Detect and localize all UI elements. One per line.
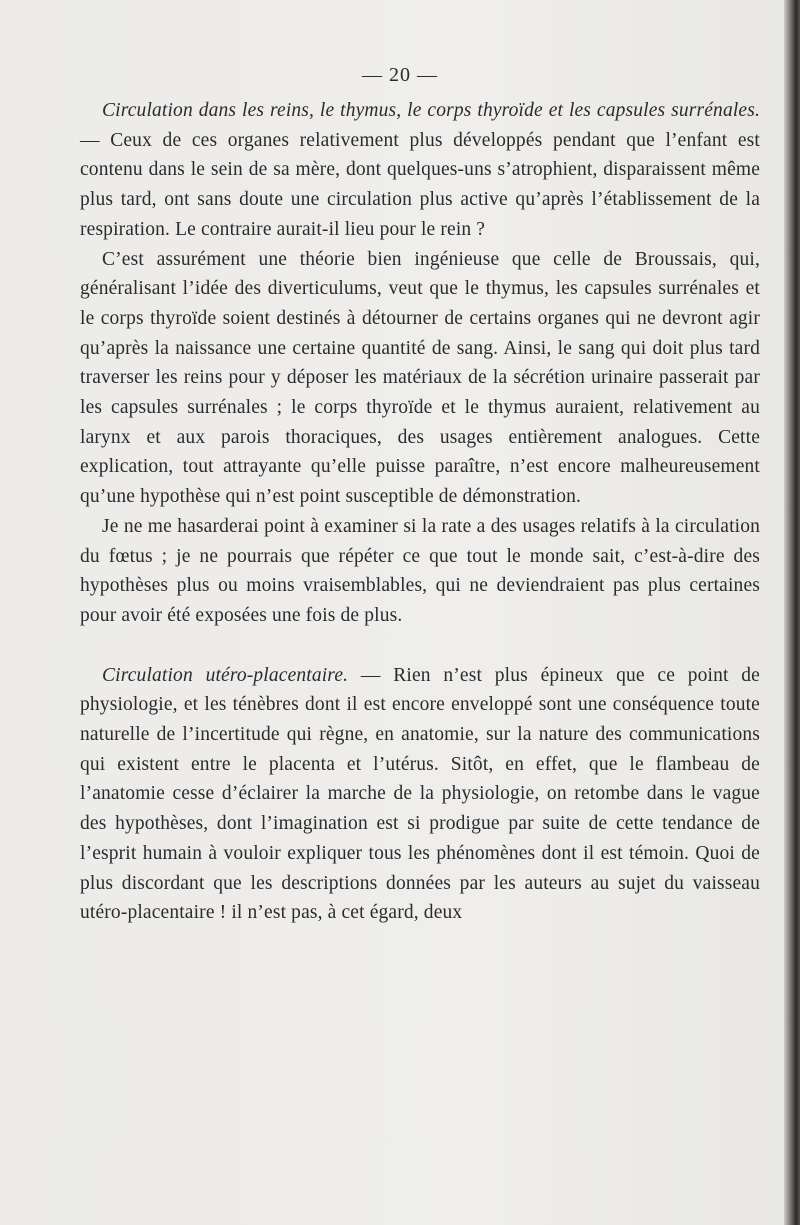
paragraph-text: — Rien n’est plus épineux que ce point de physiologie, et les ténèbres dont il est encore enveloppé sont une conséquence toute naturelle de l’incertitude qui règne, en anatomie, sur la nature des communications qui existent entre le placenta et l’utérus. Sitôt, en effet, que le flambeau de l’anatomie cesse d’éclairer la marche de la physiologie, on retombe dans le vague des hypothèses, dont l’imagination est si prodigue par suite de cette tendance de l’esprit humain à vouloir expliquer tous les phénomènes dont il est témoin. Quoi de plus discordant que les descriptions données par les auteurs au sujet du vaisseau utéro-placentaire ! il n’est pas, à cet égard, deux bbox=[80, 664, 760, 924]
paragraph bbox=[80, 96, 760, 245]
page-number: — 20 — bbox=[362, 64, 438, 86]
section-heading: Circulation utéro-placentaire. bbox=[102, 664, 349, 686]
section-heading: Circulation dans les reins, le thymus, le corps thyroïde et les capsules surrénales. bbox=[102, 100, 760, 121]
paragraph-text: — Ceux de ces organes relativement plus développés pendant que l’enfant est contenu dans le sein de sa mère, dont quelques-uns s’atrophient, disparaissent même plus tard, ont sans doute une circulation plus active qu’après l’établissement de la respiration. Le contraire aurait-il lieu pour le rein ? bbox=[80, 129, 760, 240]
paragraph-text: Je ne me hasarderai point à examiner si la rate a des usages relatifs à la circulation du fœtus ; je ne pourrais que répéter ce que tout le monde sait, c’est-à-dire des hypothèses plus ou moins vraisemblables, qui ne deviendraient pas plus certaines pour avoir été exposées une fois de plus. bbox=[80, 515, 760, 626]
body-text bbox=[80, 96, 760, 928]
paragraph bbox=[80, 512, 760, 631]
paragraph-text: C’est assurément une théorie bien ingénieuse que celle de Broussais, qui, généralisant l’idée des diverticulums, veut que le thymus, les capsules surrénales et le corps thyroïde soient destinés à détourner de certains organes qui ne devront agir qu’après la naissance une certaine quantité de sang. Ainsi, le sang qui doit plus tard traverser les reins pour y déposer les matériaux de la sécrétion urinaire passerait par les capsules surrénales ; le corps thyroïde et le thymus auraient, relativement au larynx et aux parois thoraciques, des usages entièrement analogues. Cette explication, tout attrayante qu’elle puisse paraître, n’est encore malheureusement qu’une hypothèse qui n’est point susceptible de démonstration. bbox=[80, 248, 760, 508]
book-spine-edge bbox=[784, 0, 800, 1225]
paragraph bbox=[80, 661, 760, 928]
paragraph bbox=[80, 245, 760, 512]
